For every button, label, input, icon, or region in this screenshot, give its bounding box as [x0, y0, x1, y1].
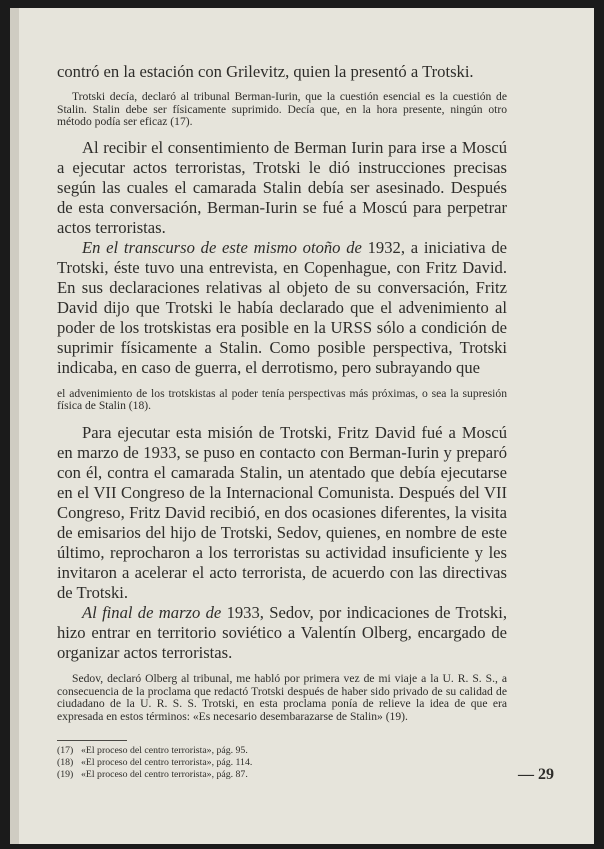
page-edge — [10, 8, 19, 844]
italic-lead: Al final de marzo de — [82, 602, 222, 622]
footnote-divider — [57, 740, 127, 741]
quote-fritz-david: el advenimiento de los trotskistas al poder tenía perspectivas más próximas, o sea la supresión física de Stalin (18). — [57, 386, 507, 413]
paragraph-text: 1933, Sedov, por indicaciones de Trotski, hizo entrar en territorio soviético a Valentín Olberg, encargado de organizar actos terroristas. — [57, 602, 507, 662]
quote-olberg: Sedov, declaró Olberg al tribunal, me habló por primera vez de mi viaje a la U. R. S. S., a consecuencia de la proclama que redactó Trotski después de haber sido privado de su calidad de ciudadano de la U. R. S. S. Trotski, en esta proclama ponía de relieve la idea de que era expresada en estos términos: «Es necesario desembarazarse de Stalin» (19). — [57, 671, 507, 723]
paragraph-sedov — [57, 603, 507, 663]
footnote-text: «El proceso del centro terrorista», pág. 95. — [81, 745, 248, 757]
paragraph-text: 1932, a iniciativa de Trotski, éste tuvo una entrevista, en Copenhague, con Fritz David. En sus declaraciones relativas al objeto de su conversación, Fritz David dijo que Trotski le había declarado que el advenimiento al poder de los trotskistas era posible en la URSS sólo a condición de suprimir físicamente a Stalin. Como posible perspectiva, Trotski indicaba, en caso de guerra, el derrotismo, pero subrayando que — [57, 237, 507, 377]
paragraph-continuation: contró en la estación con Grilevitz, quien la presentó a Trotski. — [57, 62, 474, 81]
footnote — [57, 769, 507, 781]
paragraph-fritz-david — [57, 238, 507, 378]
document-page — [10, 8, 594, 844]
footnote-text: «El proceso del centro terrorista», pág. 87. — [81, 769, 248, 781]
footnote-number: (19) — [57, 769, 74, 781]
footnote — [57, 757, 507, 769]
footnote — [57, 745, 507, 757]
paragraph-mision: Para ejecutar esta misión de Trotski, Fritz David fué a Moscú en marzo de 1933, se puso en contacto con Berman-Iurin y preparó con él, contra el camarada Stalin, un atentado que debía ejecutarse en el VII Congreso de la Internacional Comunista. Después del VII Congreso, Fritz David recibió, en dos ocasiones diferentes, la visita de emisarios del hijo de Trotski, Sedov, quienes, en nombre de este último, reprocharon a los terroristas su actividad insuficiente y les invitaron a acelerar el acto terrorista, de acuerdo con las directivas de Trotski. — [57, 422, 507, 602]
footnote-number: (18) — [57, 757, 74, 769]
page-number: — 29 — [518, 766, 554, 783]
paragraph-berman-iurin: Al recibir el consentimiento de Berman Iurin para irse a Moscú a ejecutar actos terroristas, Trotski le dió instrucciones precisas según las cuales el camarada Stalin debía ser asesinado. Después de esta conversación, Berman-Iurin se fué a Moscú para perpetrar actos terroristas. — [57, 137, 507, 237]
italic-lead: En el transcurso de este mismo otoño de — [82, 237, 362, 257]
quote-berman-iurin: Trotski decía, declaró al tribunal Berman-Iurin, que la cuestión esencial es la cuestión de Stalin. Stalin debe ser físicamente suprimido. Decía que, en la hora presente, ningún otro método podía ser eficaz (17). — [57, 90, 507, 129]
footnote-text: «El proceso del centro terrorista», pág. 114. — [81, 757, 253, 769]
footnote-number: (17) — [57, 745, 74, 757]
text-column — [57, 62, 507, 781]
